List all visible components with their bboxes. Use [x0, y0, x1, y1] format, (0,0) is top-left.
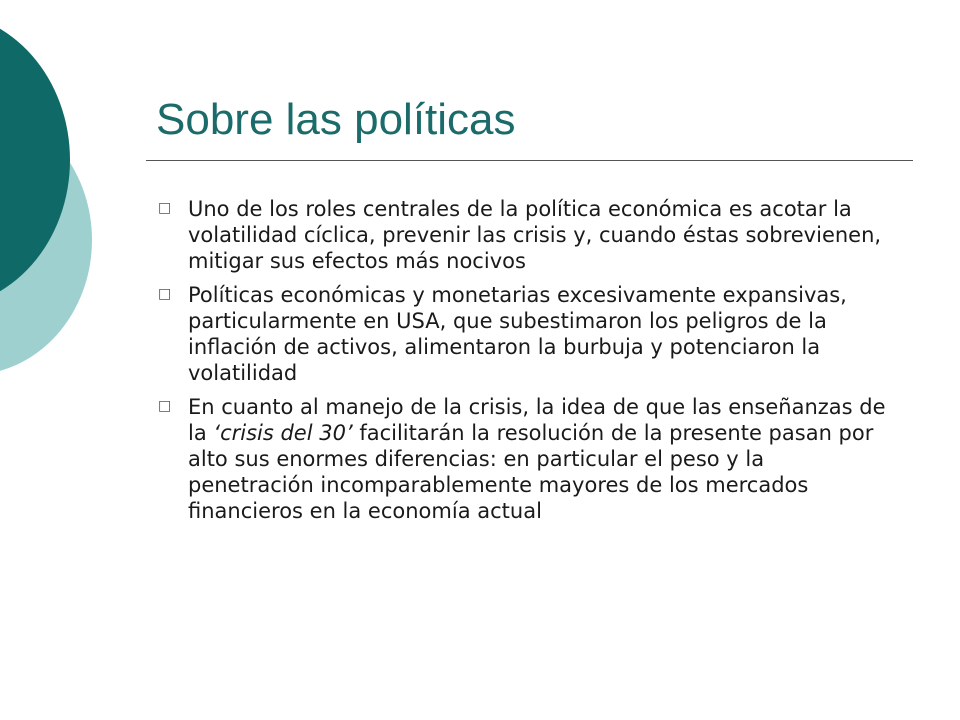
bullet-text-end: facilitarán la resolución de la presente pasan por alto sus enormes diferencias: en particular el peso y la penetración incomparablemente mayores de los mercados financieros en la economía actual	[188, 421, 874, 523]
bullet-text: Políticas económicas y monetarias excesivamente expansivas, particularmente en USA, que subestimaron los peligros de la inflación de activos, alimentaron la burbuja y potenciaron la volatilidad	[188, 283, 847, 385]
title-divider	[146, 160, 913, 161]
bullet-item	[156, 196, 896, 274]
bullet-item	[156, 394, 896, 524]
slide-title: Sobre las políticas	[156, 95, 516, 144]
bullet-text-start: En cuanto al manejo de la crisis, la idea de que las enseñanzas de la	[188, 395, 886, 445]
decorative-circles	[0, 0, 120, 400]
bullet-text: Uno de los roles centrales de la política económica es acotar la volatilidad cíclica, prevenir las crisis y, cuando éstas sobrevienen, mitigar sus efectos más nocivos	[188, 197, 882, 273]
hollow-square-bullet-icon: □	[158, 286, 172, 302]
hollow-square-bullet-icon: □	[158, 200, 172, 216]
bullet-list	[156, 196, 896, 532]
hollow-square-bullet-icon: □	[158, 398, 172, 414]
bullet-item	[156, 282, 896, 386]
bullet-text-italic: ‘crisis del 30’	[213, 421, 353, 445]
